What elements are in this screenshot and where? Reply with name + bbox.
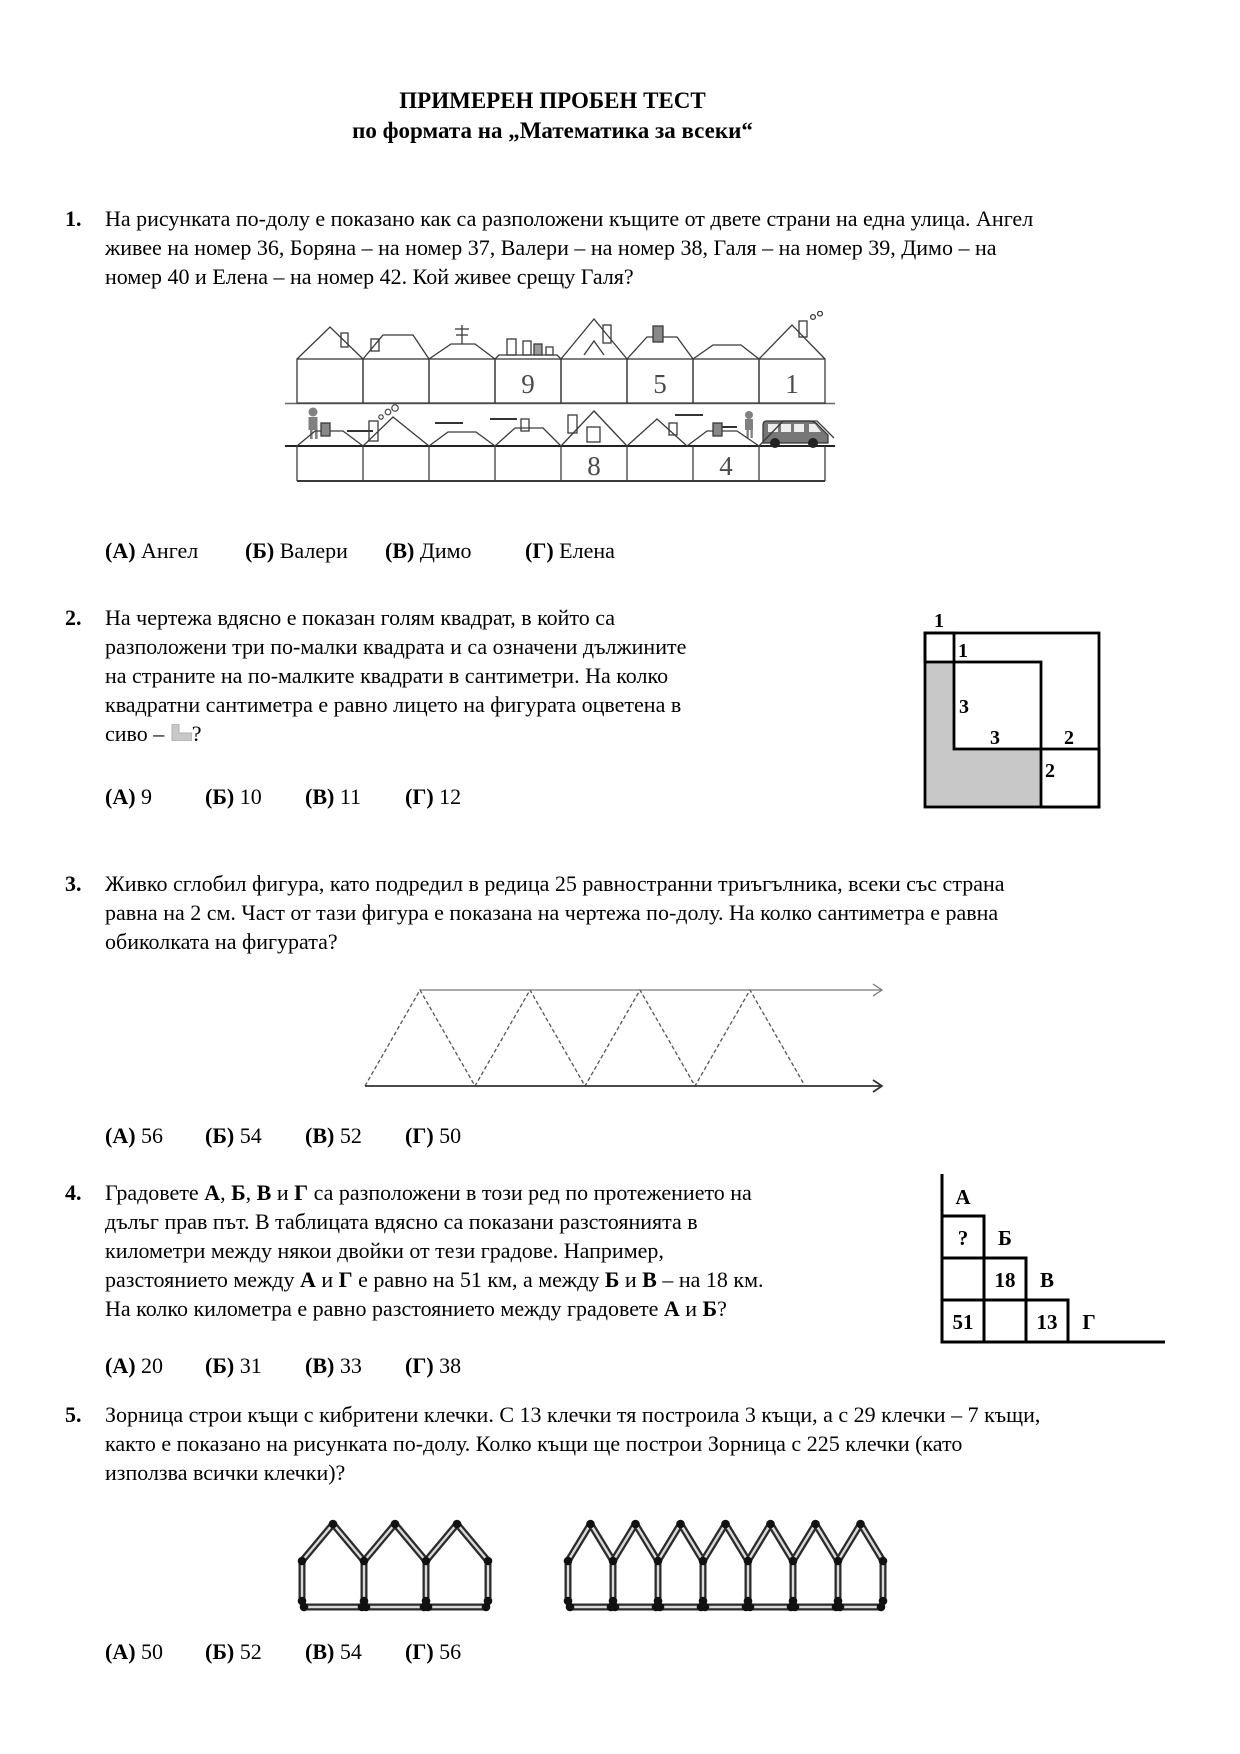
- question-2: [65, 603, 1240, 811]
- option-b: (Б) 54: [205, 1123, 262, 1148]
- side-label: 1: [958, 640, 968, 662]
- side-label: 3: [959, 696, 969, 718]
- distance-cell: ?: [957, 1226, 969, 1250]
- city-label: А: [955, 1185, 971, 1209]
- pedestrian-icon: [309, 408, 318, 440]
- answer-options: [105, 782, 705, 811]
- option-b: (Б) 52: [205, 1639, 262, 1664]
- side-label: 3: [990, 727, 1000, 749]
- option-b: (Б) 10: [205, 784, 262, 809]
- option-v: (В) Димо: [385, 538, 472, 563]
- questions-area: [65, 146, 1240, 1666]
- option-g: (Г) 56: [405, 1639, 462, 1664]
- answer-options: [105, 1351, 777, 1380]
- pedestrian-icon: [745, 411, 753, 438]
- matchstick-houses-3: [295, 1513, 501, 1617]
- answer-options: [105, 536, 1045, 565]
- answer-options: [105, 1121, 1045, 1150]
- option-g: (Г) 12: [405, 784, 462, 809]
- question-number: 2.: [65, 605, 82, 630]
- title-line-1: ПРИМЕРЕН ПРОБЕН ТЕСТ: [399, 88, 706, 113]
- matchstick-houses-7: [561, 1513, 897, 1617]
- bottom-roofs: [297, 411, 834, 446]
- question-text: Градовете А, Б, В и Г са разположени в този ред по протежението на дълъг прав път. В таблицата вдясно са показани разстоянията в километри между някои двойки от тези градове. Например, разстоянието между А и Г е равно на 51 км, а между Б и В – на 18 км. На колко километра е равно разстоянието между градовете А и Б?: [105, 1180, 764, 1321]
- option-v: (В) 11: [305, 784, 362, 809]
- top-roofs: [297, 311, 825, 359]
- title-line-2: по формата на „Математика за всеки“: [352, 118, 753, 143]
- question-text: Живко сглобил фигура, като подредил в редица 25 равностранни триъгълника, всеки със страна равна на 2 см. Част от тази фигура е показана на чертежа по-долу. На колко сантиметра е равна обиколката на фигурата?: [105, 871, 1005, 954]
- house-number: 5: [653, 369, 667, 399]
- top-house-row: [297, 359, 825, 403]
- page-title: [65, 86, 1040, 146]
- option-a: (А) 9: [105, 784, 153, 809]
- option-v: (В) 33: [305, 1353, 362, 1378]
- question-number: 3.: [65, 871, 82, 896]
- distance-cell: 51: [952, 1310, 974, 1334]
- option-b: (Б) 31: [205, 1353, 262, 1378]
- answer-options: [105, 1637, 1045, 1666]
- grey-shape-icon: [170, 719, 192, 748]
- house-number: 8: [587, 451, 601, 481]
- chimney-smoke: [379, 405, 398, 419]
- option-g: (Г) 38: [405, 1353, 462, 1378]
- side-label: 2: [1064, 727, 1074, 749]
- question-4: [65, 1178, 1240, 1380]
- option-a: (А) 20: [105, 1353, 164, 1378]
- triangle-strip-drawing: [340, 970, 905, 1102]
- side-label: 2: [1045, 760, 1055, 782]
- question-text: Зорница строи къщи с кибритени клечки. С 13 клечки тя построила 3 къщи, а с 29 клечки – 7 къщи, както е показано на рисунката по-долу. Колко къщи ще построи Зорница с 225 клечки (като използва всички клечки)?: [105, 1402, 1041, 1485]
- house-number: 4: [719, 451, 733, 481]
- option-v: (В) 52: [305, 1123, 362, 1148]
- distance-table-drawing: [937, 1170, 1177, 1352]
- option-a: (А) Ангел: [105, 538, 199, 563]
- option-a: (А) 56: [105, 1123, 164, 1148]
- city-label: В: [1039, 1268, 1055, 1292]
- city-label: Б: [998, 1226, 1012, 1250]
- houses-street-drawing: [285, 311, 835, 483]
- question-text: На чертежа вдясно е показан голям квадрат, в който са разположени три по-малки квадрата и са означени дължините на страните на по-малките квадрати в сантиметри. На колко квадратни сантиметра е равно лицето на фигурата оцветена в сиво – ?: [105, 605, 687, 746]
- distance-table-figure: [937, 1170, 1177, 1357]
- house-number: 1: [785, 369, 799, 399]
- side-label: 1: [934, 610, 944, 632]
- distance-cell: 18: [994, 1268, 1016, 1292]
- grey-region: [925, 662, 1041, 807]
- option-b: (Б) Валери: [245, 538, 348, 563]
- city-label: Г: [1082, 1310, 1096, 1334]
- question-number: 5.: [65, 1402, 82, 1427]
- bottom-house-row: [297, 446, 825, 481]
- option-g: (Г) 50: [405, 1123, 462, 1148]
- triangle-strip-figure: [340, 970, 1045, 1107]
- question-1: [65, 204, 1240, 565]
- house-number: 9: [521, 369, 535, 399]
- option-v: (В) 54: [305, 1639, 362, 1664]
- question-number: 4.: [65, 1180, 82, 1205]
- option-g: (Г) Елена: [525, 538, 615, 563]
- question-5: [65, 1400, 1240, 1666]
- question-text: На рисунката по-долу е показано как са разположени къщите от двете страни на една улица. Ангел живее на номер 36, Боряна – на номер 37, Валери – на номер 38, Галя – на номер 39, Димо – на номер 40 и Елена – на номер 42. Кой живее срещу Галя?: [105, 206, 1034, 289]
- bus-icon: [763, 421, 828, 448]
- option-a: (А) 50: [105, 1639, 164, 1664]
- question-3: [65, 869, 1240, 1150]
- houses-street-figure: [285, 311, 1045, 488]
- question-number: 1.: [65, 206, 82, 231]
- squares-figure: [913, 607, 1123, 824]
- distance-cell: 13: [1036, 1310, 1058, 1334]
- matchstick-houses-figure: [295, 1513, 1045, 1617]
- squares-drawing: [913, 607, 1123, 819]
